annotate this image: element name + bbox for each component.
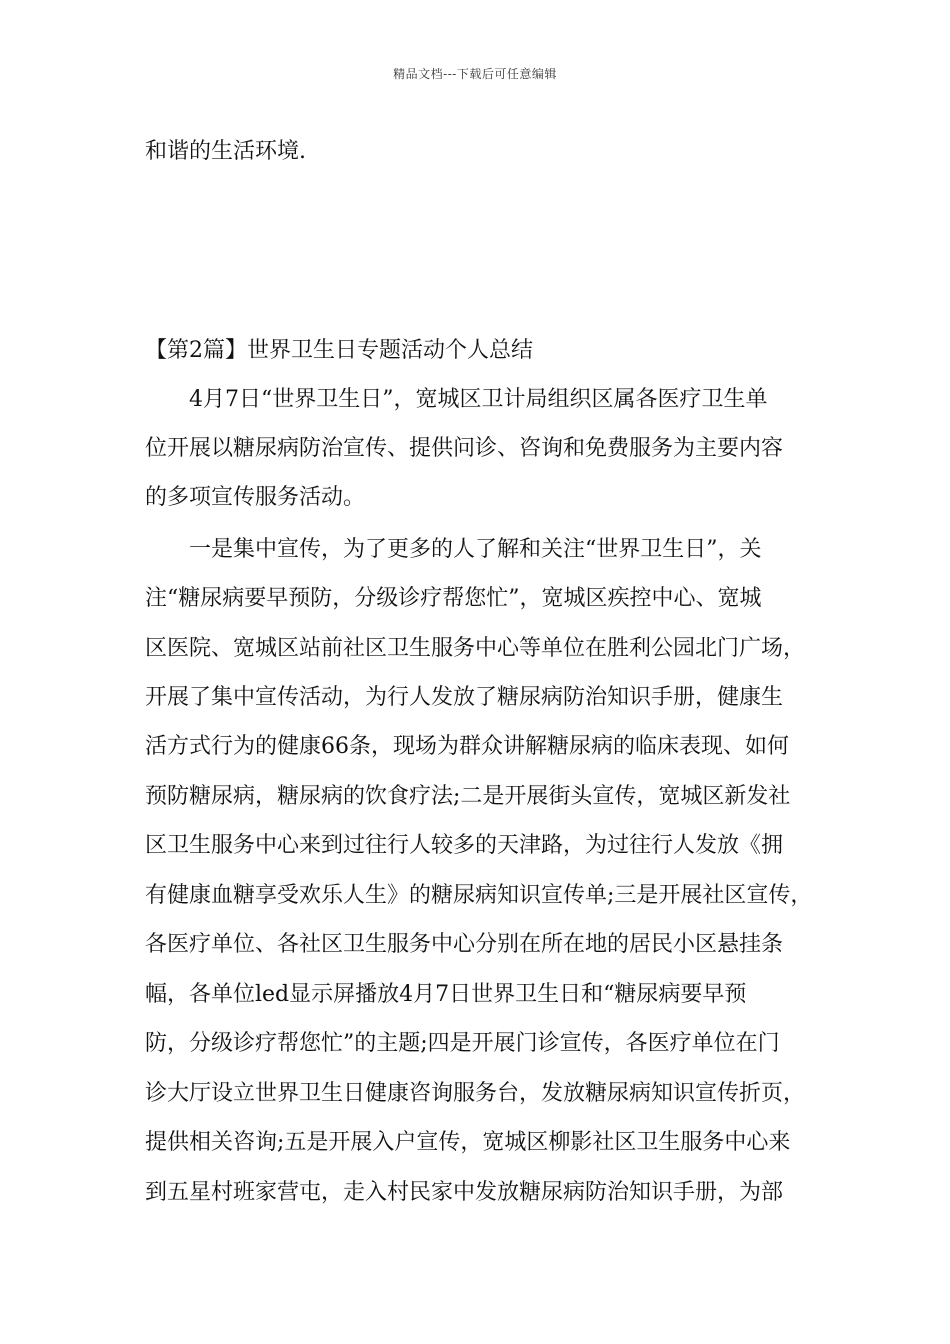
- section-heading: 【第2篇】世界卫生日专题活动个人总结: [145, 338, 533, 363]
- paragraph-line: 到五星村班家营屯，走入村民家中发放糖尿病防治知识手册，为部: [145, 1180, 784, 1205]
- page-header: 精品文档---下载后可任意编辑: [393, 67, 557, 81]
- paragraph-line: 一是集中宣传，为了更多的人了解和关注“世界卫生日”，关: [189, 537, 762, 562]
- paragraph-line: 诊大厅设立世界卫生日健康咨询服务台，发放糖尿病知识宣传折页，: [145, 1081, 806, 1106]
- paragraph-line: 位开展以糖尿病防治宣传、提供问诊、咨询和免费服务为主要内容: [145, 436, 784, 461]
- paragraph-line: 防，分级诊疗帮您忙”的主题;四是开展门诊宣传，各医疗单位在门: [145, 1031, 780, 1056]
- paragraph-line: 注“糖尿病要早预防，分级诊疗帮您忙”，宽城区疾控中心、宽城: [145, 586, 762, 611]
- paragraph-line: 预防糖尿病，糖尿病的饮食疗法;二是开展街头宣传，宽城区新发社: [145, 784, 791, 809]
- paragraph-line: 活方式行为的健康66条，现场为群众讲解糖尿病的临床表现、如何: [145, 734, 789, 759]
- paragraph-line: 区卫生服务中心来到过往行人较多的天津路，为过往行人发放《拥: [145, 833, 784, 858]
- paragraph-line: 的多项宣传服务活动。: [145, 485, 366, 510]
- paragraph-line: 有健康血糖享受欢乐人生》的糖尿病知识宣传单;三是开展社区宣传，: [145, 883, 813, 908]
- carryover-line: 和谐的生活环境.: [145, 139, 306, 164]
- paragraph-line: 提供相关咨询;五是开展入户宣传，宽城区柳影社区卫生服务中心来: [145, 1130, 791, 1155]
- paragraph-line: 区医院、宽城区站前社区卫生服务中心等单位在胜利公园北门广场，: [145, 636, 806, 661]
- paragraph-line: 开展了集中宣传活动，为行人发放了糖尿病防治知识手册，健康生: [145, 685, 784, 710]
- paragraph-line: 4月7日“世界卫生日”，宽城区卫计局组织区属各医疗卫生单: [189, 387, 768, 412]
- paragraph-line: 幅，各单位led显示屏播放4月7日世界卫生日和“糖尿病要早预: [145, 982, 747, 1007]
- paragraph-line: 各医疗单位、各社区卫生服务中心分别在所在地的居民小区悬挂条: [145, 932, 784, 957]
